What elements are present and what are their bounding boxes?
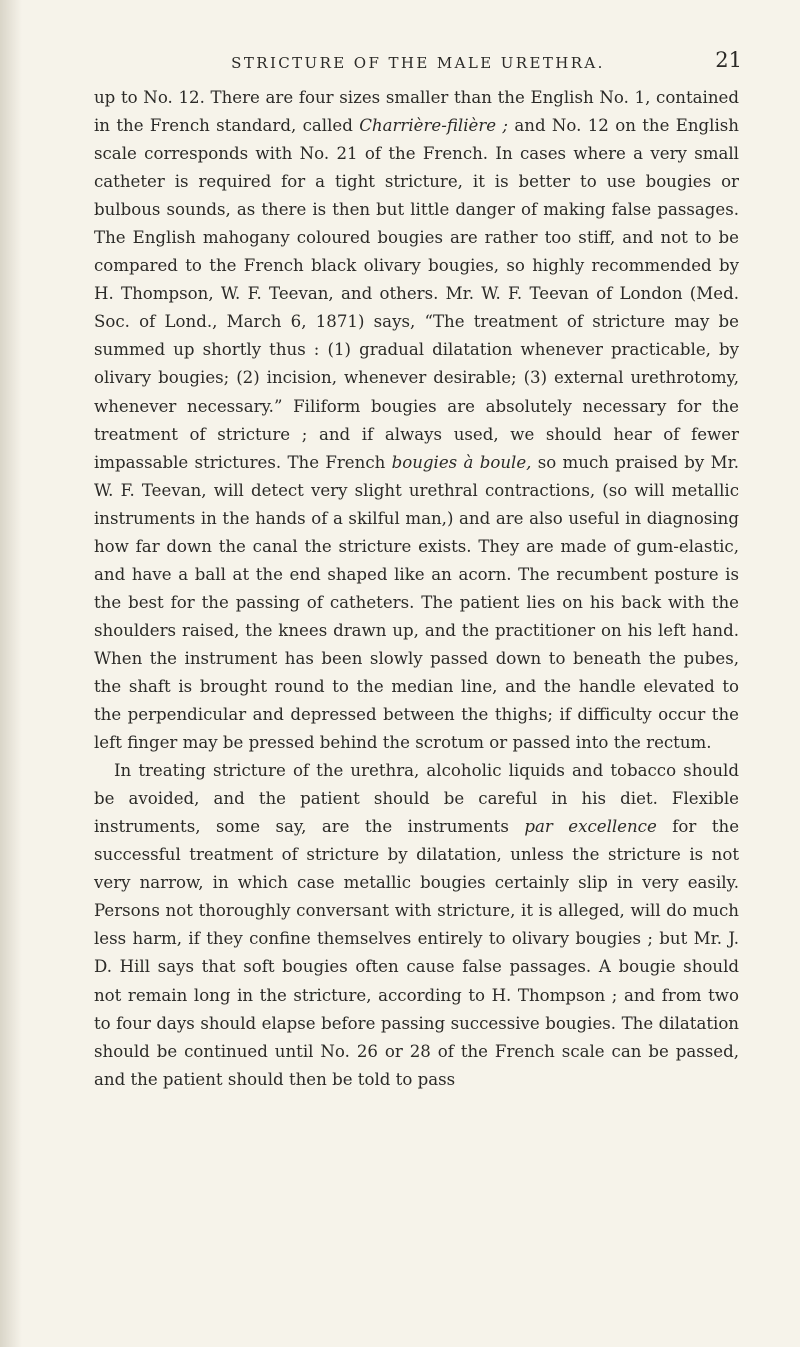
italic-term-charriere: Charrière-filière ; [359, 116, 509, 136]
text-run: for the successful treatment of stricture by dilatation, unless the stricture is not very narrow, in which case metallic bougies certainly slip in very easily. Persons not thoroughly conversant with stricture, it is alleged, will do much less harm, if they confine themselves entirely to olivary bougies ; but Mr. J. D. Hill says that soft bougies often cause false passages. A bougie should not remain long in the stricture, according to H. Thompson ; and from two to four days should elapse before passing successive bougies. The dilatation should be continued until No. 26 or 28 of the French scale can be passed, and the patient should then be told to pass [94, 817, 740, 1089]
text-run: so much praised by Mr. W. F. Teevan, will detect very slight urethral contractions, (so will metallic instruments in the hands of a skilful man,) and are also useful in diagnosing how far down the canal the stricture exists. They are made of gum-elastic, and have a ball at the end shaped like an acorn. The recumbent posture is the best for the passing of catheters. The patient lies on his back with the shoulders raised, the knees drawn up, and the practitioner on his left hand. When the instrument has been slowly passed down to beneath the pubes, the shaft is brought round to the median line, and the handle elevated to the perpendicular and depressed between the thighs; if difficulty occur the left finger may be pressed behind the scrotum or passed into the rectum. [94, 452, 739, 753]
paragraph-1 [94, 84, 739, 757]
text-run: and No. 12 on the English scale corresponds with No. 21 of the French. In cases where a very small catheter is required for a tight stricture, it is better to use bougies or bulbous sounds, as there is then but little danger of making false passages. The English mahogany coloured bougies are rather too stiff, and not to be compared to the French black olivary bougies, so highly recommended by H. Thompson, W. F. Teevan, and others. Mr. W. F. Teevan of London (Med. Soc. of Lond., March 6, 1871) says, “The treatment of stricture may be summed up shortly thus : (1) gradual dilatation whenever practicable, by olivary bougies; (2) incision, whenever desirable; (3) external urethrotomy, whenever necessary.” Filiform bougies are absolutely necessary for the treatment of stricture ; and if always used, we should hear of fewer impassable strictures. The French [94, 116, 739, 472]
italic-term-bougies-a-boule: bougies à boule, [391, 452, 532, 472]
page-number: 21 [715, 48, 742, 72]
italic-term-par-excellence: par excellence [524, 817, 657, 837]
body-text [94, 84, 739, 1094]
text-run: In treating stricture of the urethra, alcoholic liquids and tobacco should be avoided, and the patient should be careful in his diet. Flexible instruments, some say, are the instruments [94, 761, 739, 837]
running-head: STRICTURE OF THE MALE URETHRA. [231, 54, 605, 72]
page-edge-shadow [0, 0, 22, 1347]
text-run: up to No. 12. There are four sizes smaller than the English No. 1, contained in the French standard, called [94, 88, 739, 136]
page-header [94, 48, 742, 82]
paragraph-2 [94, 757, 739, 1094]
